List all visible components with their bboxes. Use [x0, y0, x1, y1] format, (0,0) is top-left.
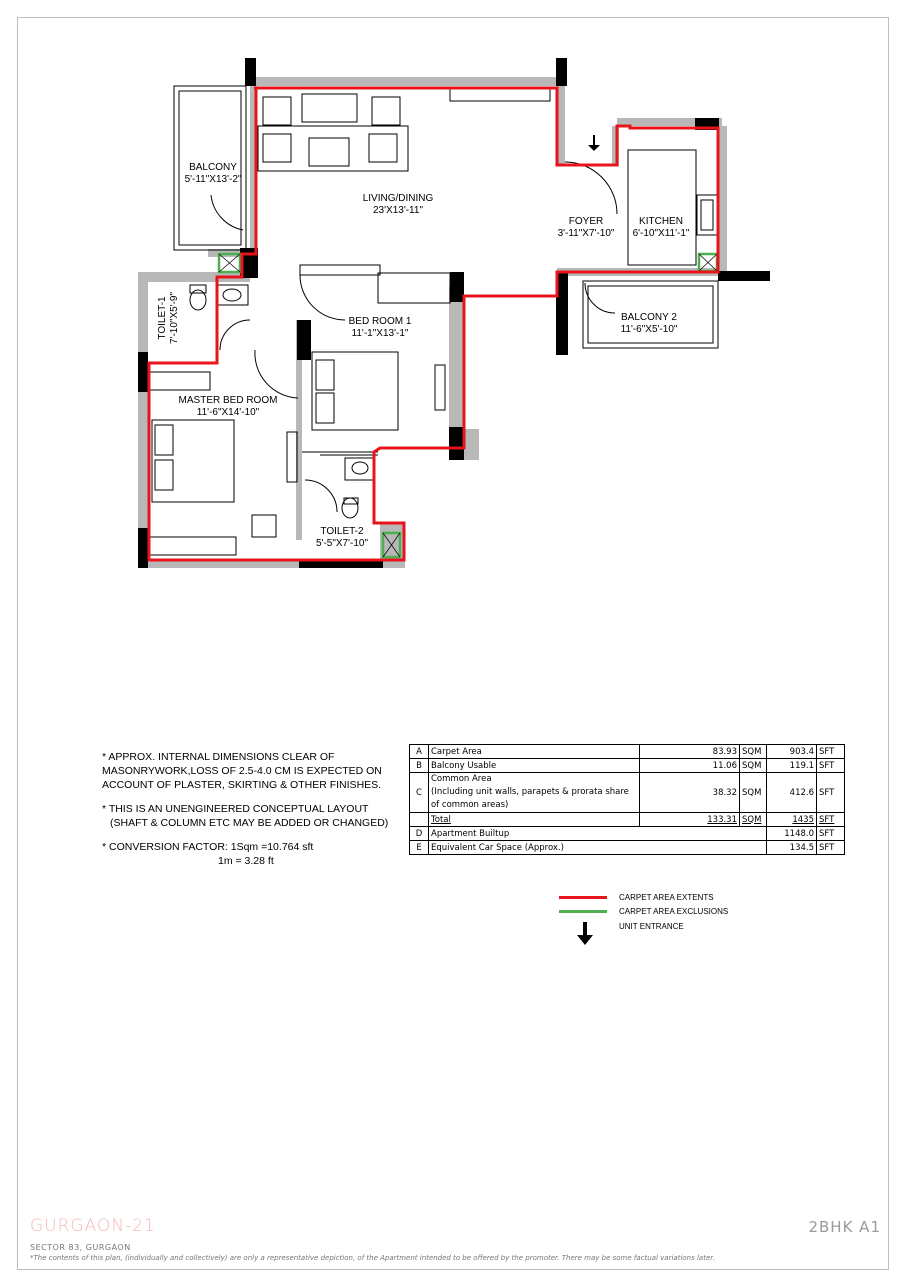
room-name: BED ROOM 1	[348, 316, 412, 327]
room-dim: 11'-6"X14'-10"	[196, 407, 260, 418]
room-dim: 5'-11"X13'-2"	[184, 174, 242, 185]
row-key	[410, 813, 429, 827]
carpet-exclusions	[219, 254, 717, 557]
room-dim: 3'-11"X7'-10"	[557, 228, 615, 239]
notes-block	[102, 750, 392, 878]
room-label-living	[363, 193, 434, 217]
row-sft: 903.4	[767, 745, 817, 759]
room-name: MASTER BED ROOM	[178, 395, 278, 406]
unit-type: 2BHK A1	[808, 1218, 881, 1236]
floor-plan	[0, 0, 900, 600]
shaft-crosses	[219, 254, 717, 557]
row-sft-unit: SFT	[817, 745, 845, 759]
row-sft-unit: SFT	[817, 827, 845, 841]
note-conversion-sub: 1m = 3.28 ft	[218, 855, 274, 867]
room-label-bed1	[349, 316, 412, 340]
row-sft: 1435	[767, 813, 817, 827]
row-key: B	[410, 759, 429, 773]
table-row	[410, 745, 845, 759]
row-sqm-unit: SQM	[740, 759, 767, 773]
table-row	[410, 841, 845, 855]
row-key: E	[410, 841, 429, 855]
table-row	[410, 773, 845, 813]
note-dimensions: * APPROX. INTERNAL DIMENSIONS CLEAR OF MASONRYWORK,LOSS OF 2.5-4.0 CM IS EXPECTED ON ACCOUNT OF PLASTER, SKIRTING & OTHER FINISHES.	[102, 751, 382, 791]
row-sft: 119.1	[767, 759, 817, 773]
project-location: SECTOR 83, GURGAON	[30, 1243, 131, 1252]
row-label-line: Common Area	[431, 774, 492, 784]
room-name: TOILET-1	[157, 296, 168, 340]
row-sft-unit: SFT	[817, 773, 845, 813]
row-label: Carpet Area	[429, 745, 640, 759]
row-sft-unit: SFT	[817, 759, 845, 773]
row-label-line: of common areas)	[431, 800, 509, 810]
legend-swatch-red	[559, 896, 607, 899]
room-label-balcony	[185, 162, 242, 186]
row-sft: 134.5	[767, 841, 817, 855]
room-label-master	[179, 395, 278, 419]
row-label: Apartment Builtup	[429, 827, 767, 841]
project-title: GURGAON-21	[30, 1216, 156, 1236]
note-layout: * THIS IS AN UNENGINEERED CONCEPTUAL LAYOUT	[102, 803, 369, 815]
room-label-toilet2	[316, 526, 368, 550]
legend-label: UNIT ENTRANCE	[619, 922, 684, 931]
row-sft-unit: SFT	[817, 841, 845, 855]
disclaimer: *The contents of this plan, (individually and collectively) are only a representative depiction, of the Apartment intended to be offered by the promoter. There may be some factual variations later.	[30, 1254, 715, 1262]
row-sft: 1148.0	[767, 827, 817, 841]
note-conversion: * CONVERSION FACTOR: 1Sqm =10.764 sft	[102, 841, 314, 853]
room-label-kitchen	[633, 216, 690, 240]
row-label: Total	[429, 813, 640, 827]
room-label-foyer	[558, 216, 615, 240]
note-layout-sub: (SHAFT & COLUMN ETC MAY BE ADDED OR CHANGED)	[110, 817, 389, 829]
room-name: BALCONY 2	[621, 312, 677, 323]
row-label: Equivalent Car Space (Approx.)	[429, 841, 767, 855]
room-dim: 6'-10"X11'-1"	[632, 228, 690, 239]
room-name: FOYER	[568, 216, 604, 227]
room-name: KITCHEN	[639, 216, 683, 227]
row-sft: 412.6	[767, 773, 817, 813]
table-row	[410, 759, 845, 773]
row-sqm-unit: SQM	[740, 745, 767, 759]
row-sqm: 133.31	[640, 813, 740, 827]
room-dim: 5'-5"X7'-10"	[315, 538, 369, 549]
room-dim: 11'-6"X5'-10"	[620, 324, 678, 335]
row-label-line: (Including unit walls, parapets & prorata share	[431, 787, 629, 797]
room-name: LIVING/DINING	[362, 193, 434, 204]
row-key: D	[410, 827, 429, 841]
row-label: Balcony Usable	[429, 759, 640, 773]
legend-label: CARPET AREA EXTENTS	[619, 893, 714, 902]
row-sqm: 11.06	[640, 759, 740, 773]
row-key: A	[410, 745, 429, 759]
row-sft-unit: SFT	[817, 813, 845, 827]
room-name: BALCONY	[189, 162, 237, 173]
room-dim: 7'-10"X5'-9"	[169, 291, 180, 345]
row-key: C	[410, 773, 429, 813]
table-row-total	[410, 813, 845, 827]
room-dim: 11'-1"X13'-1"	[351, 328, 409, 339]
down-arrow-icon	[577, 922, 593, 946]
legend-label: CARPET AREA EXCLUSIONS	[619, 907, 729, 916]
entrance-arrow-icon	[588, 135, 600, 151]
room-name: TOILET-2	[320, 526, 364, 537]
legend-swatch-green	[559, 910, 607, 913]
row-sqm: 38.32	[640, 773, 740, 813]
table-row	[410, 827, 845, 841]
area-table	[409, 744, 845, 855]
room-label-balcony2	[621, 312, 678, 336]
row-label	[429, 773, 640, 813]
row-sqm: 83.93	[640, 745, 740, 759]
room-label-toilet1	[157, 292, 181, 344]
row-sqm-unit: SQM	[740, 813, 767, 827]
room-dim: 23'X13'-11"	[372, 205, 423, 216]
row-sqm-unit: SQM	[740, 773, 767, 813]
